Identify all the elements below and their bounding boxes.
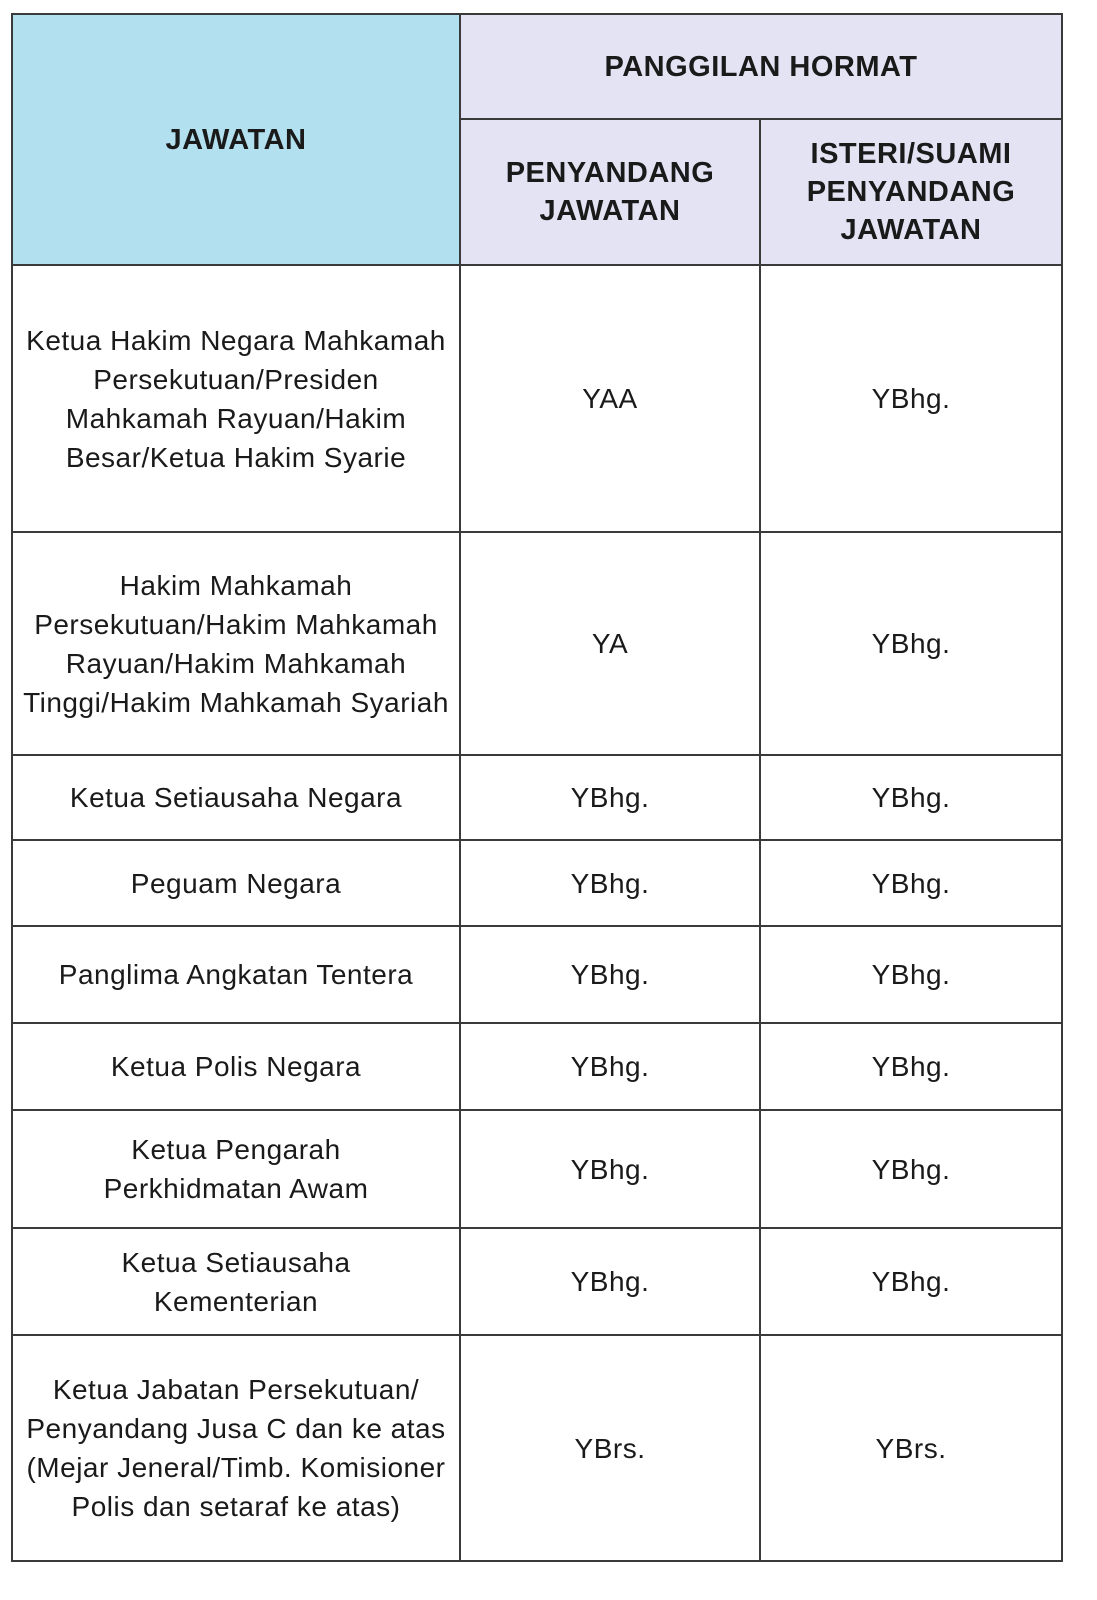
jawatan-cell: Ketua Pengarah Perkhidmatan Awam bbox=[12, 1110, 460, 1228]
header-jawatan: JAWATAN bbox=[12, 14, 460, 265]
pasangan-cell: YBhg. bbox=[760, 1110, 1062, 1228]
pasangan-cell: YBhg. bbox=[760, 840, 1062, 926]
penyandang-cell: YA bbox=[460, 532, 760, 755]
jawatan-cell: Panglima Angkatan Tentera bbox=[12, 926, 460, 1023]
penyandang-cell: YBrs. bbox=[460, 1335, 760, 1561]
penyandang-cell: YBhg. bbox=[460, 840, 760, 926]
jawatan-cell: Ketua Hakim Negara Mahkamah Persekutuan/Presiden Mahkamah Rayuan/Hakim Besar/Ketua Hakim Syarie bbox=[12, 265, 460, 532]
table-row bbox=[12, 926, 1062, 1023]
jawatan-cell: Peguam Negara bbox=[12, 840, 460, 926]
table-row bbox=[12, 1110, 1062, 1228]
pasangan-cell: YBrs. bbox=[760, 1335, 1062, 1561]
table-row bbox=[12, 1228, 1062, 1335]
jawatan-cell: Ketua Jabatan Persekutuan/ Penyandang Jusa C dan ke atas (Mejar Jeneral/Timb. Komisioner Polis dan setaraf ke atas) bbox=[12, 1335, 460, 1561]
table-row bbox=[12, 1335, 1062, 1561]
panggilan-hormat-table bbox=[11, 13, 1063, 1562]
pasangan-cell: YBhg. bbox=[760, 926, 1062, 1023]
pasangan-cell: YBhg. bbox=[760, 1228, 1062, 1335]
penyandang-cell: YBhg. bbox=[460, 1023, 760, 1110]
table-row bbox=[12, 532, 1062, 755]
penyandang-cell: YBhg. bbox=[460, 1110, 760, 1228]
penyandang-cell: YBhg. bbox=[460, 926, 760, 1023]
table-row bbox=[12, 265, 1062, 532]
header-panggilan-hormat: PANGGILAN HORMAT bbox=[460, 14, 1062, 119]
jawatan-cell: Ketua Polis Negara bbox=[12, 1023, 460, 1110]
pasangan-cell: YBhg. bbox=[760, 755, 1062, 840]
table-row bbox=[12, 1023, 1062, 1110]
penyandang-cell: YBhg. bbox=[460, 1228, 760, 1335]
jawatan-cell: Ketua Setiausaha Negara bbox=[12, 755, 460, 840]
jawatan-cell: Ketua Setiausaha Kementerian bbox=[12, 1228, 460, 1335]
pasangan-cell: YBhg. bbox=[760, 532, 1062, 755]
header-pasangan: ISTERI/SUAMI PENYANDANG JAWATAN bbox=[760, 119, 1062, 265]
penyandang-cell: YAA bbox=[460, 265, 760, 532]
table-row bbox=[12, 840, 1062, 926]
penyandang-cell: YBhg. bbox=[460, 755, 760, 840]
header-penyandang: PENYANDANG JAWATAN bbox=[460, 119, 760, 265]
pasangan-cell: YBhg. bbox=[760, 265, 1062, 532]
jawatan-cell: Hakim Mahkamah Persekutuan/Hakim Mahkamah Rayuan/Hakim Mahkamah Tinggi/Hakim Mahkamah Syariah bbox=[12, 532, 460, 755]
table-row bbox=[12, 755, 1062, 840]
pasangan-cell: YBhg. bbox=[760, 1023, 1062, 1110]
